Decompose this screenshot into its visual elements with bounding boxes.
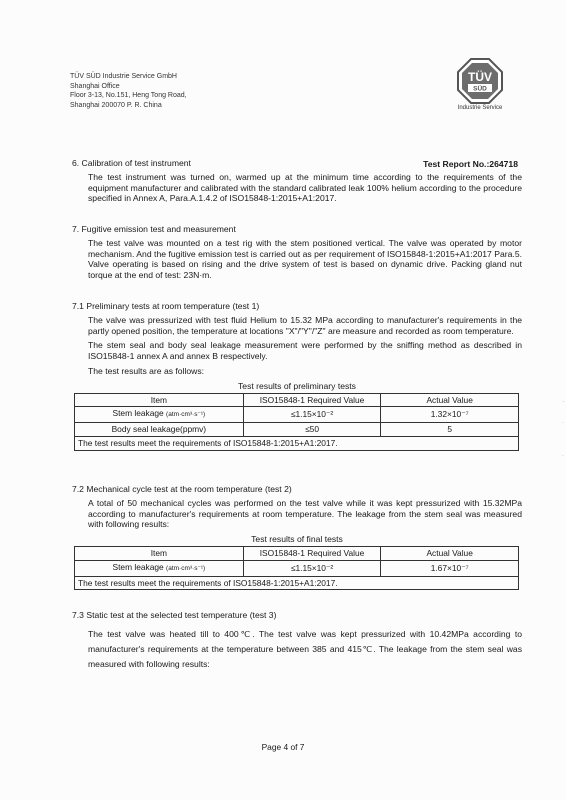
section-7-1-text-1: The valve was pressurized with test fluid Helium to 15.32 MPa according to manufacturer's requirements in the partly opened position, the temperature at locations "X"/"Y"/"Z" are measure and recorded as room temperature. xyxy=(88,314,522,336)
unit-label: (atm·cm³·s⁻¹) xyxy=(166,564,206,572)
col-header-item: Item xyxy=(75,546,244,560)
tuv-sud-logo xyxy=(451,58,509,111)
section-7-text: The test valve was mounted on a test rig with the stem positioned vertical. The valve was operated by motor mechanism. And the fugitive emission test is carried out as per requirement of ISO15848-1:2015+A1:2017 Para.5. Valve operating is based on rising and the drive system of test is based on dynamic drive. Packing gland nut torque at the end of test: 23N·m. xyxy=(88,237,522,281)
margin-mark: · xyxy=(562,420,564,426)
section-7-1-text-2: The stem seal and body seal leakage measurement were performed by the sniffing method as described in ISO15848-1 annex A and annex B respectively. xyxy=(88,340,522,362)
section-7-2-text: A total of 50 mechanical cycles was performed on the test valve while it was kept pressurized with 15.32MPa according to manufacturer's requirements at room temperature. The leakage from the stem seal was measured with following results: xyxy=(88,497,522,530)
section-7-3 xyxy=(72,610,522,672)
report-number: Test Report No.:264718 xyxy=(423,159,518,169)
conclusion-cell: The test results meet the requirements of ISO15848-1:2015+A1:2017. xyxy=(75,576,519,590)
octagon-logo-icon xyxy=(457,58,503,104)
section-7-1 xyxy=(72,301,522,451)
section-7 xyxy=(72,224,522,281)
table-header-row xyxy=(75,393,519,407)
conclusion-cell: The test results meet the requirements of ISO15848-1:2015+A1:2017. xyxy=(75,436,519,450)
cell-required: ≤1.15×10⁻² xyxy=(243,407,381,423)
logo-text-bottom: SÜD xyxy=(473,85,487,93)
table-row xyxy=(75,407,519,423)
col-header-required: ISO15848-1 Required Value xyxy=(243,546,381,560)
section-7-1-text-3: The test results are as follows: xyxy=(88,365,205,376)
item-label: Stem leakage xyxy=(112,408,164,419)
page-number: Page 4 of 7 xyxy=(261,742,305,752)
table-1-caption: Test results of preliminary tests xyxy=(238,380,356,391)
margin-mark: · xyxy=(562,453,564,459)
margin-mark: . xyxy=(562,398,564,404)
section-6 xyxy=(72,158,522,204)
col-header-actual: Actual Value xyxy=(381,546,519,560)
table-conclusion-row xyxy=(75,436,519,450)
logo-caption: Industrie Service xyxy=(457,105,503,111)
cell-actual: 1.67×10⁻⁷ xyxy=(381,560,519,576)
address-line-1: Floor 3-13, No.151, Heng Tong Road, xyxy=(70,92,187,99)
item-label: Stem leakage xyxy=(112,561,164,572)
unit-label: (atm·cm³·s⁻¹) xyxy=(166,411,206,419)
address-line-2: Shanghai 200070 P. R. China xyxy=(70,101,162,109)
cell-actual: 5 xyxy=(381,423,519,437)
col-header-required: ISO15848-1 Required Value xyxy=(243,393,381,407)
section-7-1-title: 7.1 Preliminary tests at room temperature (test 1) xyxy=(72,301,260,311)
company-name: TÜV SÜD Industrie Service GmbH xyxy=(70,73,177,80)
table-conclusion-row xyxy=(75,576,519,590)
table-2-caption: Test results of final tests xyxy=(251,534,343,545)
section-7-3-text: The test valve was heated till to 400℃. The test valve was kept pressurized with 10.42MPa according to manufacturer's requirements at the temperature between 385 and 415℃. The leakage from the stem seal was measured with following results: xyxy=(88,628,522,669)
section-7-title: 7. Fugitive emission test and measurement xyxy=(72,224,236,234)
cell-actual: 1.32×10⁻⁷ xyxy=(381,407,519,423)
cell-item xyxy=(75,560,244,576)
cell-required: ≤50 xyxy=(243,423,381,437)
final-results-table xyxy=(74,546,519,590)
logo-text-top: TÜV xyxy=(468,70,492,84)
section-6-title: 6. Calibration of test instrument xyxy=(72,158,191,168)
cell-required: ≤1.15×10⁻² xyxy=(243,560,381,576)
cell-item xyxy=(75,407,244,423)
section-7-2 xyxy=(72,484,522,590)
preliminary-results-table xyxy=(74,393,519,451)
col-header-item: Item xyxy=(75,393,244,407)
section-7-3-title: 7.3 Static test at the selected test temperature (test 3) xyxy=(72,610,277,620)
table-header-row xyxy=(75,546,519,560)
section-7-2-title: 7.2 Mechanical cycle test at the room temperature (test 2) xyxy=(72,484,292,494)
table-row xyxy=(75,560,519,576)
col-header-actual: Actual Value xyxy=(381,393,519,407)
office-name: Shanghai Office xyxy=(70,82,120,90)
table-row xyxy=(75,423,519,437)
section-6-text: The test instrument was turned on, warmed up at the minimum time according to the requirements of the equipment manufacturer and calibrated with the standard calibrated leak 100% helium according to the procedure specified in Annex A, Para.A.1.4.2 of ISO15848-1:2015+A1:2017. xyxy=(88,171,522,204)
cell-item: Body seal leakage(ppmv) xyxy=(75,423,244,437)
company-header xyxy=(70,72,187,110)
